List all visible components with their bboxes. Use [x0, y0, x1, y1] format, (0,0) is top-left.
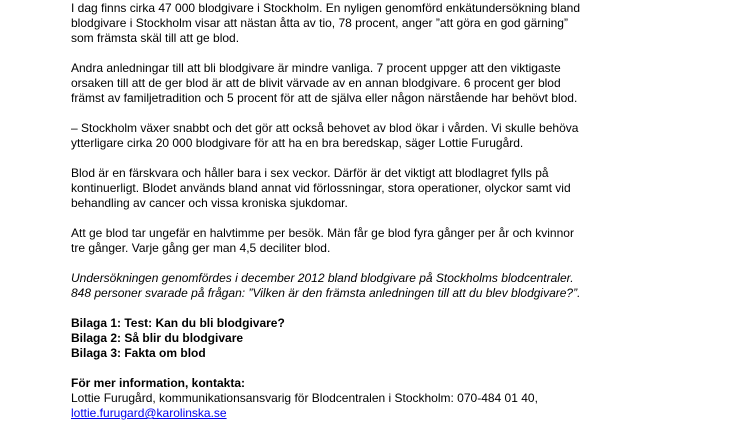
attachments-list — [71, 316, 631, 361]
attachment-item: Bilaga 3: Fakta om blod — [71, 346, 206, 360]
paragraph-blood-donors-count — [71, 1, 631, 46]
document-body — [71, 1, 631, 421]
text-line: 848 personer svarade på frågan: ”Vilken är den främsta anledningen till att du blev blodgivare?”. — [71, 286, 581, 300]
attachment-item: Bilaga 1: Test: Kan du bli blodgivare? — [71, 316, 285, 330]
text-line: orsaken till att de ger blod är att de blivit värvade av en annan blodgivare. 6 procent ger blod — [71, 76, 561, 90]
paragraph-other-reasons — [71, 61, 631, 106]
text-line: blodgivare i Stockholm visar att nästan åtta av tio, 78 procent, anger ”att göra en god gärning” — [71, 16, 568, 30]
text-line: Andra anledningar till att bli blodgivare är mindre vanliga. 7 procent uppger att den viktigaste — [71, 61, 561, 75]
paragraph-donation-facts — [71, 226, 631, 256]
attachment-item: Bilaga 2: Så blir du blodgivare — [71, 331, 244, 345]
contact-email-link[interactable]: lottie.furugard@karolinska.se — [71, 406, 227, 420]
text-line: Undersökningen genomfördes i december 2012 bland blodgivare på Stockholms blodcentraler. — [71, 271, 574, 285]
contact-heading: För mer information, kontakta: — [71, 376, 246, 390]
text-line: tre gånger. Varje gång ger man 4,5 deciliter blod. — [71, 241, 331, 255]
text-line: I dag finns cirka 47 000 blodgivare i Stockholm. En nyligen genomförd enkätundersökning bland — [71, 1, 580, 15]
text-line: – Stockholm växer snabbt och det gör att också behovet av blod ökar i vården. Vi skulle behöva — [71, 121, 579, 135]
text-line: främst av familjetradition och 5 procent för att de själva eller någon närstående har behövt blod. — [71, 91, 578, 105]
text-line: behandling av cancer och vissa kroniska sjukdomar. — [71, 196, 348, 210]
paragraph-blood-shelf-life — [71, 166, 631, 211]
text-line: kontinuerligt. Blodet används bland annat vid förlossningar, stora operationer, olyckor samt vid — [71, 181, 571, 195]
paragraph-quote — [71, 121, 631, 151]
text-line: Att ge blod tar ungefär en halvtimme per besök. Män får ge blod fyra gånger per år och kvinnor — [71, 226, 574, 240]
paragraph-survey-note — [71, 271, 631, 301]
text-line: Blod är en färskvara och håller bara i sex veckor. Därför är det viktigt att blodlagret fylls på — [71, 166, 549, 180]
contact-section — [71, 376, 631, 421]
text-line: som främsta skäl till att ge blod. — [71, 31, 240, 45]
text-line: ytterligare cirka 20 000 blodgivare för att ha en bra beredskap, säger Lottie Furugård. — [71, 136, 524, 150]
contact-line: Lottie Furugård, kommunikationsansvarig för Blodcentralen i Stockholm: 070-484 01 40, — [71, 391, 538, 405]
